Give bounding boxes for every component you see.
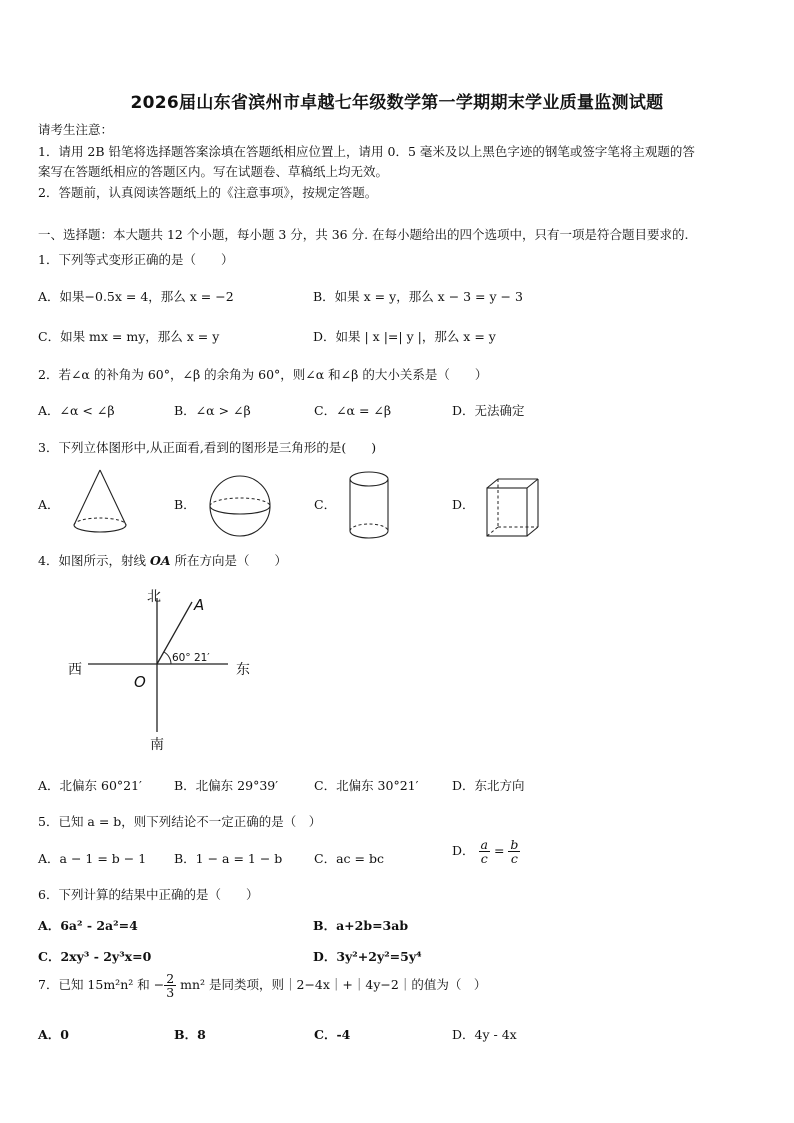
fraction-b-over-c [508,838,520,865]
frac-num-b: b [510,837,519,852]
q5-option-a: A．a − 1 = b − 1 [38,851,147,866]
q1-option-c: C．如果 mx = my，那么 x = y [38,329,220,344]
q6-option-c: C．2xy³ - 2y³x=0 [38,949,152,964]
q3-option-d: D． [452,497,475,512]
q6-option-d: D．3y²+2y²=5y⁴ [313,949,422,964]
q3-stem: 3．下列立体图形中,从正面看,看到的图形是三角形的是( ) [38,440,377,455]
q3-option-a: A． [38,497,60,512]
q7-frac-num: 2 [166,971,175,986]
label-angle: 60° 21′ [172,652,210,664]
prism-figure [484,476,540,540]
notice-heading: 请考生注意： [38,122,114,137]
notice-line-1: 1．请用 2B 铅笔将选择题答案涂填在答题纸相应位置上，请用 0．5 毫米及以上黑色字迹的钢笔或签字笔将主观题的答 [38,144,695,159]
label-origin: O [134,673,146,691]
q3-option-c: C． [314,497,337,512]
q7-stem [38,972,486,999]
q4-stem-post: 所在方向是（ ） [170,553,288,568]
q4-stem-pre: 4．如图所示，射线 [38,553,150,568]
q4-stem-oa: OA [149,553,171,568]
q5-option-b: B．1 − a = 1 − b [174,851,283,866]
q6-stem: 6．下列计算的结果中正确的是（ ） [38,887,259,902]
q4-option-b: B．北偏东 29°39′ [174,778,279,793]
q2-stem: 2．若∠α 的补角为 60°，∠β 的余角为 60°，则∠α 和∠β 的大小关系是（ ） [38,367,488,382]
q7-option-c: C．-4 [314,1027,351,1042]
q4-option-d: D．东北方向 [452,778,525,793]
q1-option-a: A．如果−0.5x = 4，那么 x = −2 [38,289,234,304]
q5-d-label: D． [452,843,475,859]
notice-line-1b: 案写在答题纸相应的答题区内。写在试题卷、草稿纸上均无效。 [38,164,389,179]
fraction-two-thirds [164,972,176,999]
sphere-figure [208,474,272,538]
label-east: 东 [236,662,250,678]
frac-num-a: a [480,837,488,852]
label-ray-a: A [194,596,205,614]
q2-option-c: C．∠α = ∠β [314,403,392,418]
q2-option-a: A．∠α < ∠β [38,403,115,418]
frac-den-c1: c [480,851,488,867]
equals-sign: = [493,843,505,859]
q5-stem: 5．已知 a = b，则下列结论不一定正确的是（ ） [38,814,322,829]
cone-figure [70,468,130,540]
q4-option-c: C．北偏东 30°21′ [314,778,419,793]
q6-option-b: B．a+2b=3ab [313,918,409,933]
q7-frac-den: 3 [166,985,175,1001]
q7-option-d: D．4y - 4x [452,1027,517,1042]
q4-option-a: A．北偏东 60°21′ [38,778,142,793]
section-heading: 一、选择题：本大题共 12 个小题，每小题 3 分，共 36 分. 在每小题给出的四个选项中，只有一项是符合题目要求的. [38,227,689,242]
label-north: 北 [147,589,161,605]
q6-option-a: A．6a² - 2a²=4 [38,918,138,933]
fraction-a-over-c [479,838,490,865]
q1-stem: 1．下列等式变形正确的是（ ） [38,252,234,267]
q3-option-b: B． [174,497,196,512]
q2-option-b: B．∠α > ∠β [174,403,251,418]
cylinder-figure [346,470,392,542]
page-title: 2026届山东省滨州市卓越七年级数学第一学期期末学业质量监测试题 [130,93,664,113]
q7-stem-pre: 7．已知 15m²n² 和 − [38,977,165,993]
label-south: 南 [150,737,164,753]
q7-option-a: A．0 [38,1027,69,1042]
notice-line-2: 2．答题前，认真阅读答题纸上的《注意事项》，按规定答题。 [38,185,378,200]
q1-option-b: B．如果 x = y，那么 x − 3 = y − 3 [313,289,523,304]
q4-stem [38,551,287,569]
frac-den-c2: c [510,851,518,867]
angle-arc [164,652,171,664]
label-west: 西 [68,662,82,678]
q7-stem-post: mn² 是同类项，则｜2−4x｜+｜4y−2｜的值为（ ） [176,977,487,993]
q7-option-b: B．8 [174,1027,206,1042]
q2-option-d: D．无法确定 [452,403,525,418]
q1-option-d: D．如果 | x |=| y |，那么 x = y [313,329,496,344]
q5-option-d [452,838,520,865]
q5-option-c: C．ac = bc [314,851,384,866]
